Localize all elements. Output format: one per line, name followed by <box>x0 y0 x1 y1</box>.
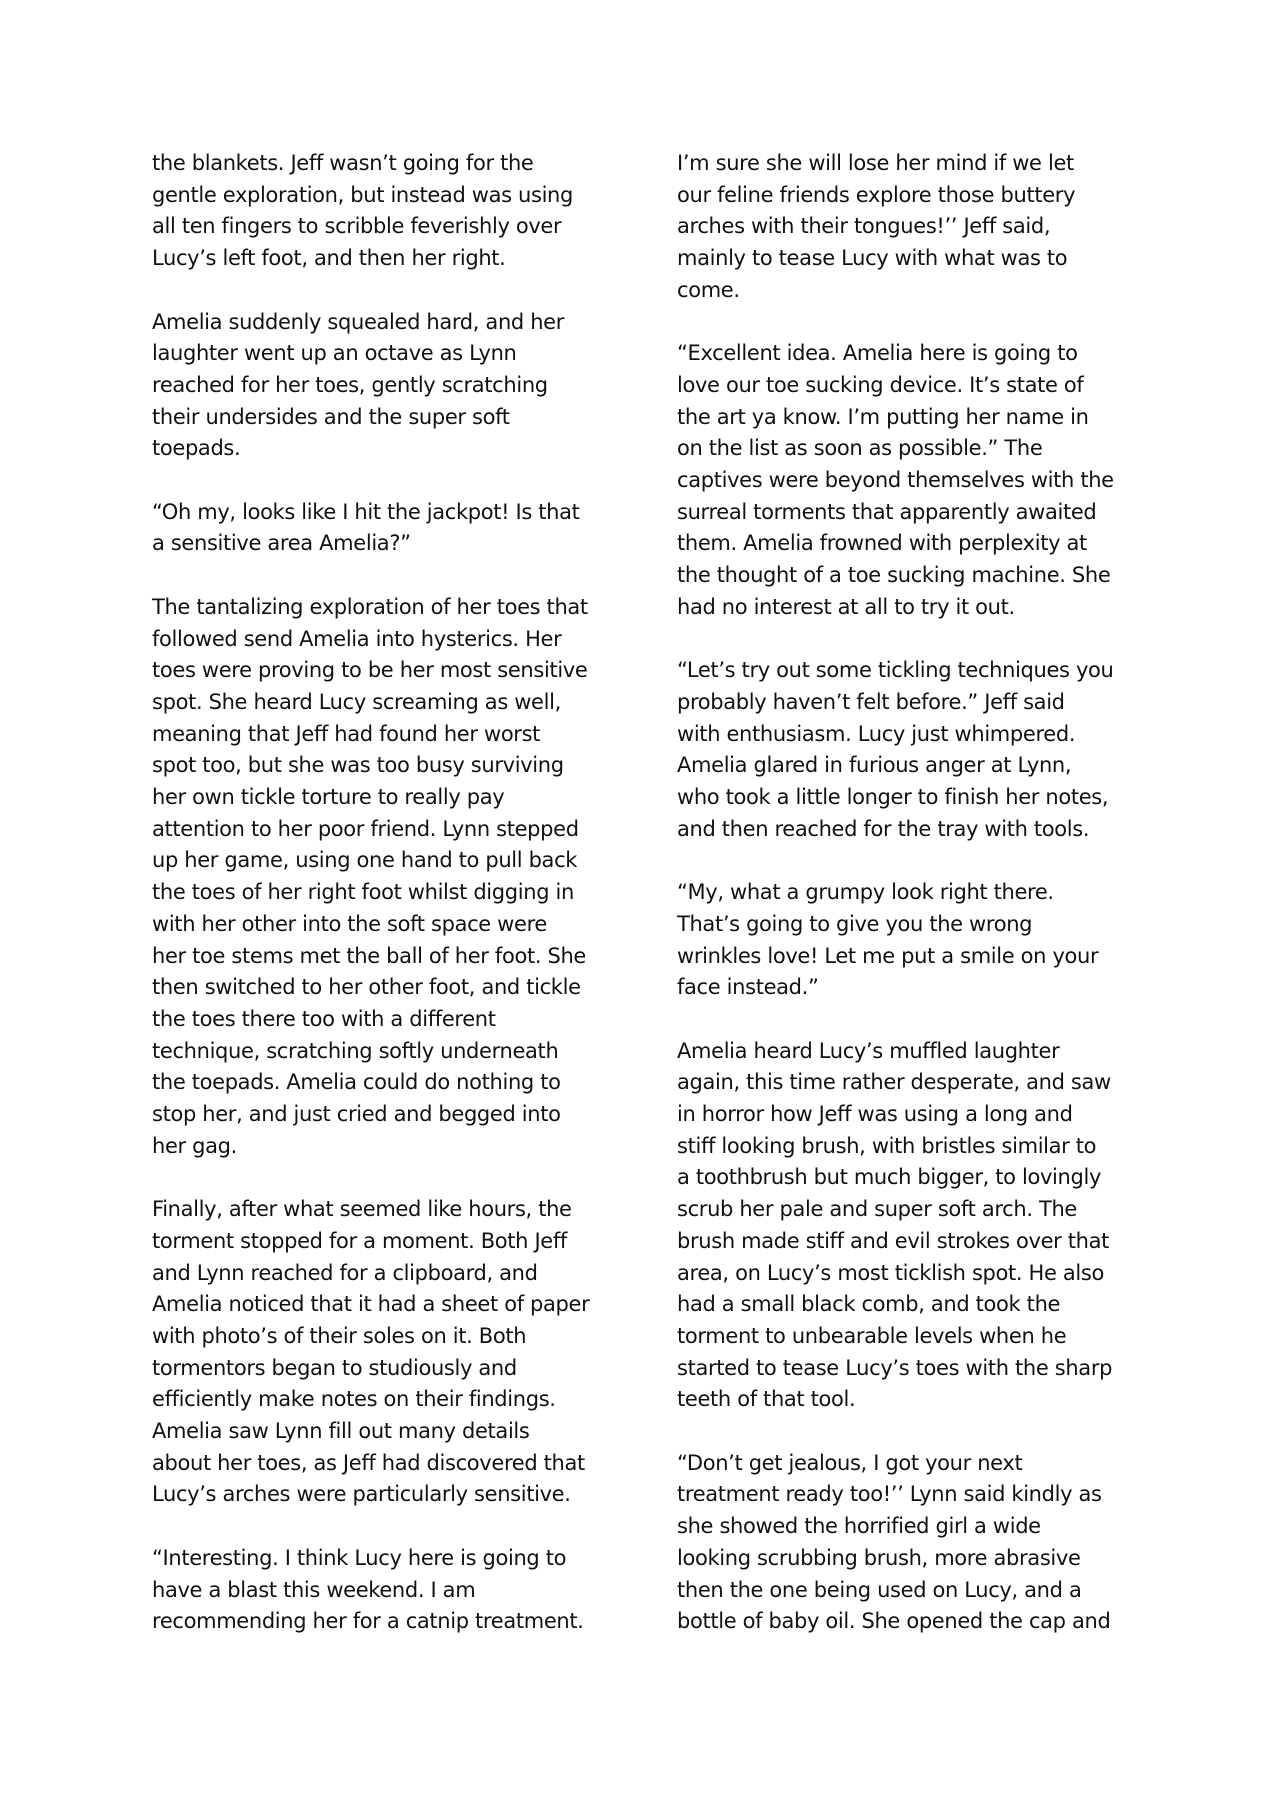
paragraph: “Interesting. I think Lucy here is going to have a blast this weekend. I am recommending her for a catnip treatment. <box>152 1545 584 1634</box>
paragraph: The tantalizing exploration of her toes that followed send Amelia into hysterics. Her toes were proving to be her most sensitive spot. She heard Lucy screaming as well, meaning that Jeff had found her worst spot too, but she was too busy surviving her own tickle torture to really pay attention to her poor friend. Lynn stepped up her game, using one hand to pull back the toes of her right foot whilst digging in with her other into the soft space were her toe stems met the ball of her foot. She then switched to her other foot, and tickle the toes there too with a different technique, scratching softly underneath the toepads. Amelia could do nothing to stop her, and just cried and begged into her gag. <box>152 594 588 1158</box>
paragraph: “My, what a grumpy look right there. That’s going to give you the wrong wrinkles love! Let me put a smile on your face instead.” <box>677 880 1099 1000</box>
paragraph: “Excellent idea. Amelia here is going to love our toe sucking device. It’s state of the art ya know. I’m putting her name in on the list as soon as possible.” The captives were beyond themselves with the surreal torments that apparently awaited them. Amelia frowned with perplexity at the thought of a toe sucking machine. She had no interest at all to try it out. <box>677 341 1114 619</box>
paragraph: the blankets. Jeff wasn’t going for the gentle exploration, but instead was using all ten fingers to scribble feverishly over Lucy’s left foot, and then her right. <box>152 151 573 271</box>
paragraph: “Don’t get jealous, I got your next treatment ready too!’’ Lynn said kindly as she showed the horrified girl a wide looking scrubbing brush, more abrasive then the one being used on Lucy, and a bottle of baby oil. She opened the cap and <box>677 1450 1111 1634</box>
paragraph: “Let’s try out some tickling techniques you probably haven’t felt before.” Jeff said with enthusiasm. Lucy just whimpered. Amelia glared in furious anger at Lynn, who took a little longer to finish her notes, and then reached for the tray with tools. <box>677 658 1114 841</box>
paragraph: Amelia suddenly squealed hard, and her laughter went up an octave as Lynn reached for her toes, gently scratching their undersides and the super soft toepads. <box>152 309 565 461</box>
paragraph: Amelia heard Lucy’s muffled laughter again, this time rather desperate, and saw in horror how Jeff was using a long and stiff looking brush, with bristles similar to a toothbrush but much bigger, to lovingly scrub her pale and super soft arch. The brush made stiff and evil strokes over that area, on Lucy’s most ticklish spot. He also had a small black comb, and took the torment to unbearable levels when he started to tease Lucy’s toes with the sharp teeth of that tool. <box>677 1038 1113 1412</box>
paragraph: Finally, after what seemed like hours, the torment stopped for a moment. Both Jeff and Lynn reached for a clipboard, and Amelia noticed that it had a sheet of paper with photo’s of their soles on it. Both tormentors began to studiously and efficiently make notes on their findings. Amelia saw Lynn fill out many details about her toes, as Jeff had discovered that Lucy’s arches were particularly sensitive. <box>152 1197 590 1507</box>
right-text-column <box>677 148 1139 1670</box>
left-text-column <box>152 148 614 1670</box>
paragraph: “Oh my, looks like I hit the jackpot! Is that a sensitive area Amelia?” <box>152 499 580 556</box>
paragraph: I’m sure she will lose her mind if we let our feline friends explore those buttery arches with their tongues!’’ Jeff said, mainly to tease Lucy with what was to come. <box>677 151 1076 302</box>
